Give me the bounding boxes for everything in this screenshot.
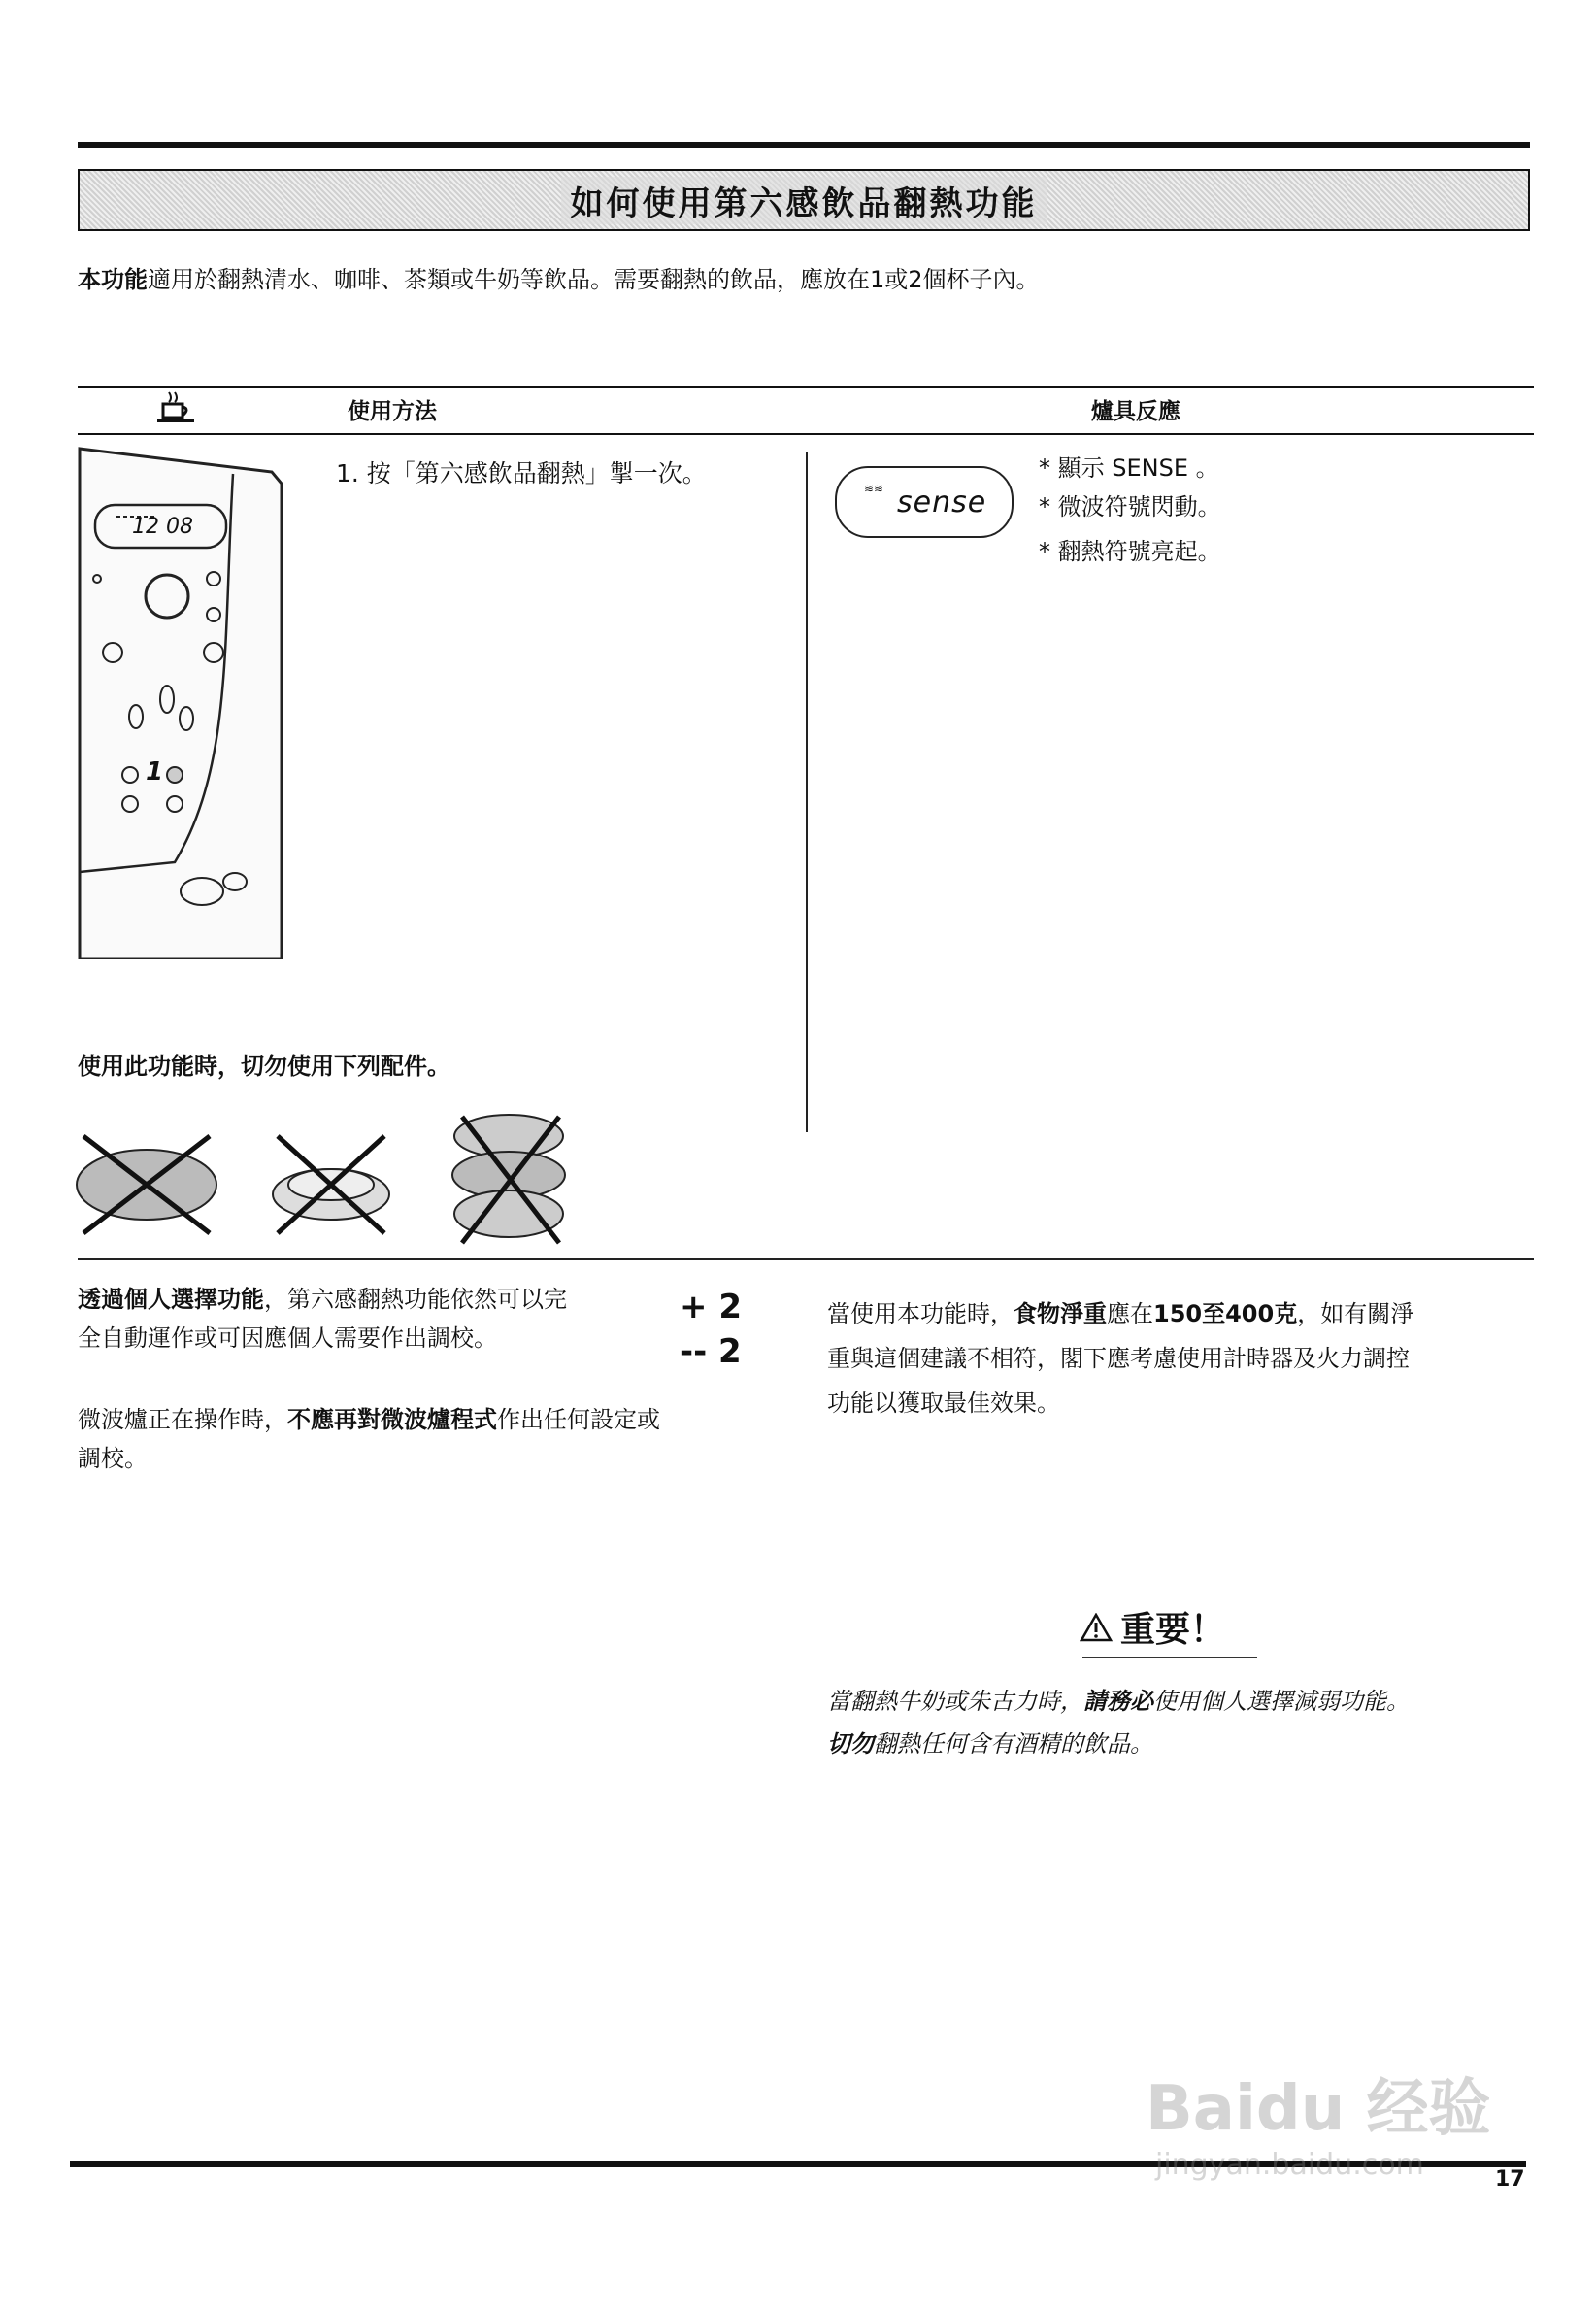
weight-line3: 功能以獲取最佳效果。: [827, 1390, 1060, 1417]
crisp-plate-crossed-icon: [452, 1115, 565, 1243]
sense-display: [835, 466, 1014, 538]
column-response-header: 爐具反應: [1091, 399, 1180, 424]
personal-choice-text: [78, 1280, 567, 1357]
weight-line2: 重與這個建議不相符，閣下應考慮使用計時器及火力調控: [827, 1345, 1410, 1372]
important-text: [827, 1680, 1410, 1765]
plus-2-label: + 2: [680, 1288, 742, 1326]
operating-line2: 調校。: [78, 1445, 148, 1472]
operating-bold: 不應再對微波爐程式: [287, 1406, 497, 1433]
grill-rack-crossed-icon: [77, 1136, 216, 1233]
important-underline: [1082, 1657, 1257, 1658]
panel-display-text: 12 08: [132, 515, 193, 539]
table-header-bottom-line: [78, 433, 1534, 435]
important-title: [1080, 1602, 1225, 1652]
important-line1a: 當翻熱牛奶或朱古力時，: [827, 1688, 1083, 1715]
column-method-header: 使用方法: [348, 399, 437, 424]
section-separator: [78, 1258, 1534, 1260]
accessories-illustration: [74, 1097, 579, 1257]
title-bar: [78, 169, 1530, 231]
warning-triangle-icon: [1080, 1613, 1113, 1642]
response-2: * 微波符號閃動。: [1039, 493, 1221, 520]
personal-line2: 全自動運作或可因應個人需要作出調校。: [78, 1324, 497, 1352]
table-header-top-line: [78, 386, 1534, 388]
cup-icon: [155, 388, 198, 431]
important-line1b: 請務必: [1083, 1688, 1153, 1715]
page-number: 17: [1495, 2167, 1525, 2192]
sense-display-text: sense: [897, 486, 987, 519]
personal-bold: 透過個人選擇功能: [78, 1286, 264, 1313]
operating-line1b: 作出任何設定或: [497, 1406, 660, 1433]
accessory-warning: 使用此功能時，切勿使用下列配件。: [78, 1053, 450, 1080]
weight-bold2: 150至400克: [1153, 1300, 1298, 1327]
minus-2-label: -- 2: [680, 1332, 742, 1371]
microwave-icon: ≋≋: [864, 482, 884, 495]
baidu-watermark: [1146, 2059, 1491, 2182]
important-line2b: 翻熱任何含有酒精的飲品。: [874, 1730, 1153, 1758]
top-rule: [78, 142, 1530, 148]
panel-step-number: 1: [146, 757, 164, 787]
column-divider: [806, 452, 808, 1132]
intro-body: 適用於翻熱清水、咖啡、茶類或牛奶等飲品。需要翻熱的飲品，應放在1或2個杯子內。: [148, 266, 1040, 293]
personal-line1: ，第六感翻熱功能依然可以完: [264, 1286, 567, 1313]
weight-part2: 應在: [1107, 1300, 1153, 1327]
weight-part1: 當使用本功能時，: [827, 1300, 1014, 1327]
response-1: * 顯示 SENSE 。: [1039, 454, 1219, 482]
watermark-url: jingyan.baidu.com: [1155, 2148, 1424, 2182]
intro-bold: 本功能: [78, 266, 148, 293]
intro-text: [78, 260, 1040, 294]
operating-line1a: 微波爐正在操作時，: [78, 1406, 287, 1433]
response-3: * 翻熱符號亮起。: [1039, 538, 1221, 565]
important-line1c: 使用個人選擇減弱功能。: [1153, 1688, 1410, 1715]
watermark-brand: Baidu 经验: [1146, 2073, 1491, 2145]
important-heading: 重要！: [1120, 1610, 1226, 1650]
operating-text: [78, 1400, 660, 1478]
important-line2a: 切勿: [827, 1730, 874, 1758]
weight-part3: ，如有關淨: [1297, 1300, 1414, 1327]
weight-bold1: 食物淨重: [1014, 1300, 1107, 1327]
step-1-text: 1. 按「第六感飲品翻熱」掣一次。: [336, 459, 707, 487]
weight-text: [827, 1291, 1413, 1425]
turntable-crossed-icon: [273, 1136, 389, 1233]
page-title: 如何使用第六感飲品翻熱功能: [561, 177, 1047, 224]
